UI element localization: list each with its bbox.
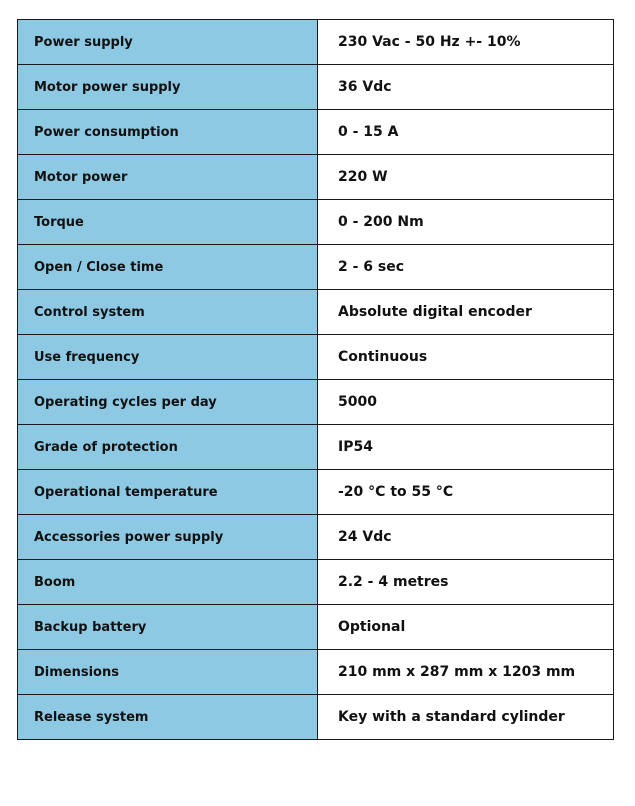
spec-value: 2 - 6 sec <box>318 245 614 290</box>
spec-label: Use frequency <box>18 335 318 380</box>
spec-label: Boom <box>18 560 318 605</box>
spec-value: Continuous <box>318 335 614 380</box>
spec-label: Release system <box>18 695 318 740</box>
spec-label: Motor power <box>18 155 318 200</box>
spec-row-backup-battery <box>18 605 614 650</box>
spec-table-body <box>18 20 614 740</box>
spec-row-operational-temperature <box>18 470 614 515</box>
spec-value: -20 °C to 55 °C <box>318 470 614 515</box>
spec-label: Accessories power supply <box>18 515 318 560</box>
spec-value: 0 - 200 Nm <box>318 200 614 245</box>
spec-label: Torque <box>18 200 318 245</box>
spec-value: 2.2 - 4 metres <box>318 560 614 605</box>
spec-value: 24 Vdc <box>318 515 614 560</box>
spec-row-grade-of-protection <box>18 425 614 470</box>
spec-label: Backup battery <box>18 605 318 650</box>
spec-label: Power supply <box>18 20 318 65</box>
spec-value: 230 Vac - 50 Hz +- 10% <box>318 20 614 65</box>
spec-row-dimensions <box>18 650 614 695</box>
spec-row-accessories-power-supply <box>18 515 614 560</box>
spec-row-power-supply <box>18 20 614 65</box>
spec-value: 5000 <box>318 380 614 425</box>
spec-value: 210 mm x 287 mm x 1203 mm <box>318 650 614 695</box>
spec-row-release-system <box>18 695 614 740</box>
spec-label: Motor power supply <box>18 65 318 110</box>
spec-value: Absolute digital encoder <box>318 290 614 335</box>
spec-row-open-close-time <box>18 245 614 290</box>
spec-table <box>17 19 614 740</box>
spec-value: Key with a standard cylinder <box>318 695 614 740</box>
spec-row-operating-cycles <box>18 380 614 425</box>
spec-label: Dimensions <box>18 650 318 695</box>
spec-row-control-system <box>18 290 614 335</box>
spec-row-motor-power-supply <box>18 65 614 110</box>
spec-value: 0 - 15 A <box>318 110 614 155</box>
spec-value: IP54 <box>318 425 614 470</box>
spec-row-power-consumption <box>18 110 614 155</box>
spec-value: 36 Vdc <box>318 65 614 110</box>
spec-value: 220 W <box>318 155 614 200</box>
spec-label: Open / Close time <box>18 245 318 290</box>
spec-row-use-frequency <box>18 335 614 380</box>
spec-value: Optional <box>318 605 614 650</box>
spec-label: Power consumption <box>18 110 318 155</box>
spec-label: Grade of protection <box>18 425 318 470</box>
spec-row-boom <box>18 560 614 605</box>
spec-row-motor-power <box>18 155 614 200</box>
spec-row-torque <box>18 200 614 245</box>
spec-label: Operating cycles per day <box>18 380 318 425</box>
spec-label: Operational temperature <box>18 470 318 515</box>
spec-label: Control system <box>18 290 318 335</box>
